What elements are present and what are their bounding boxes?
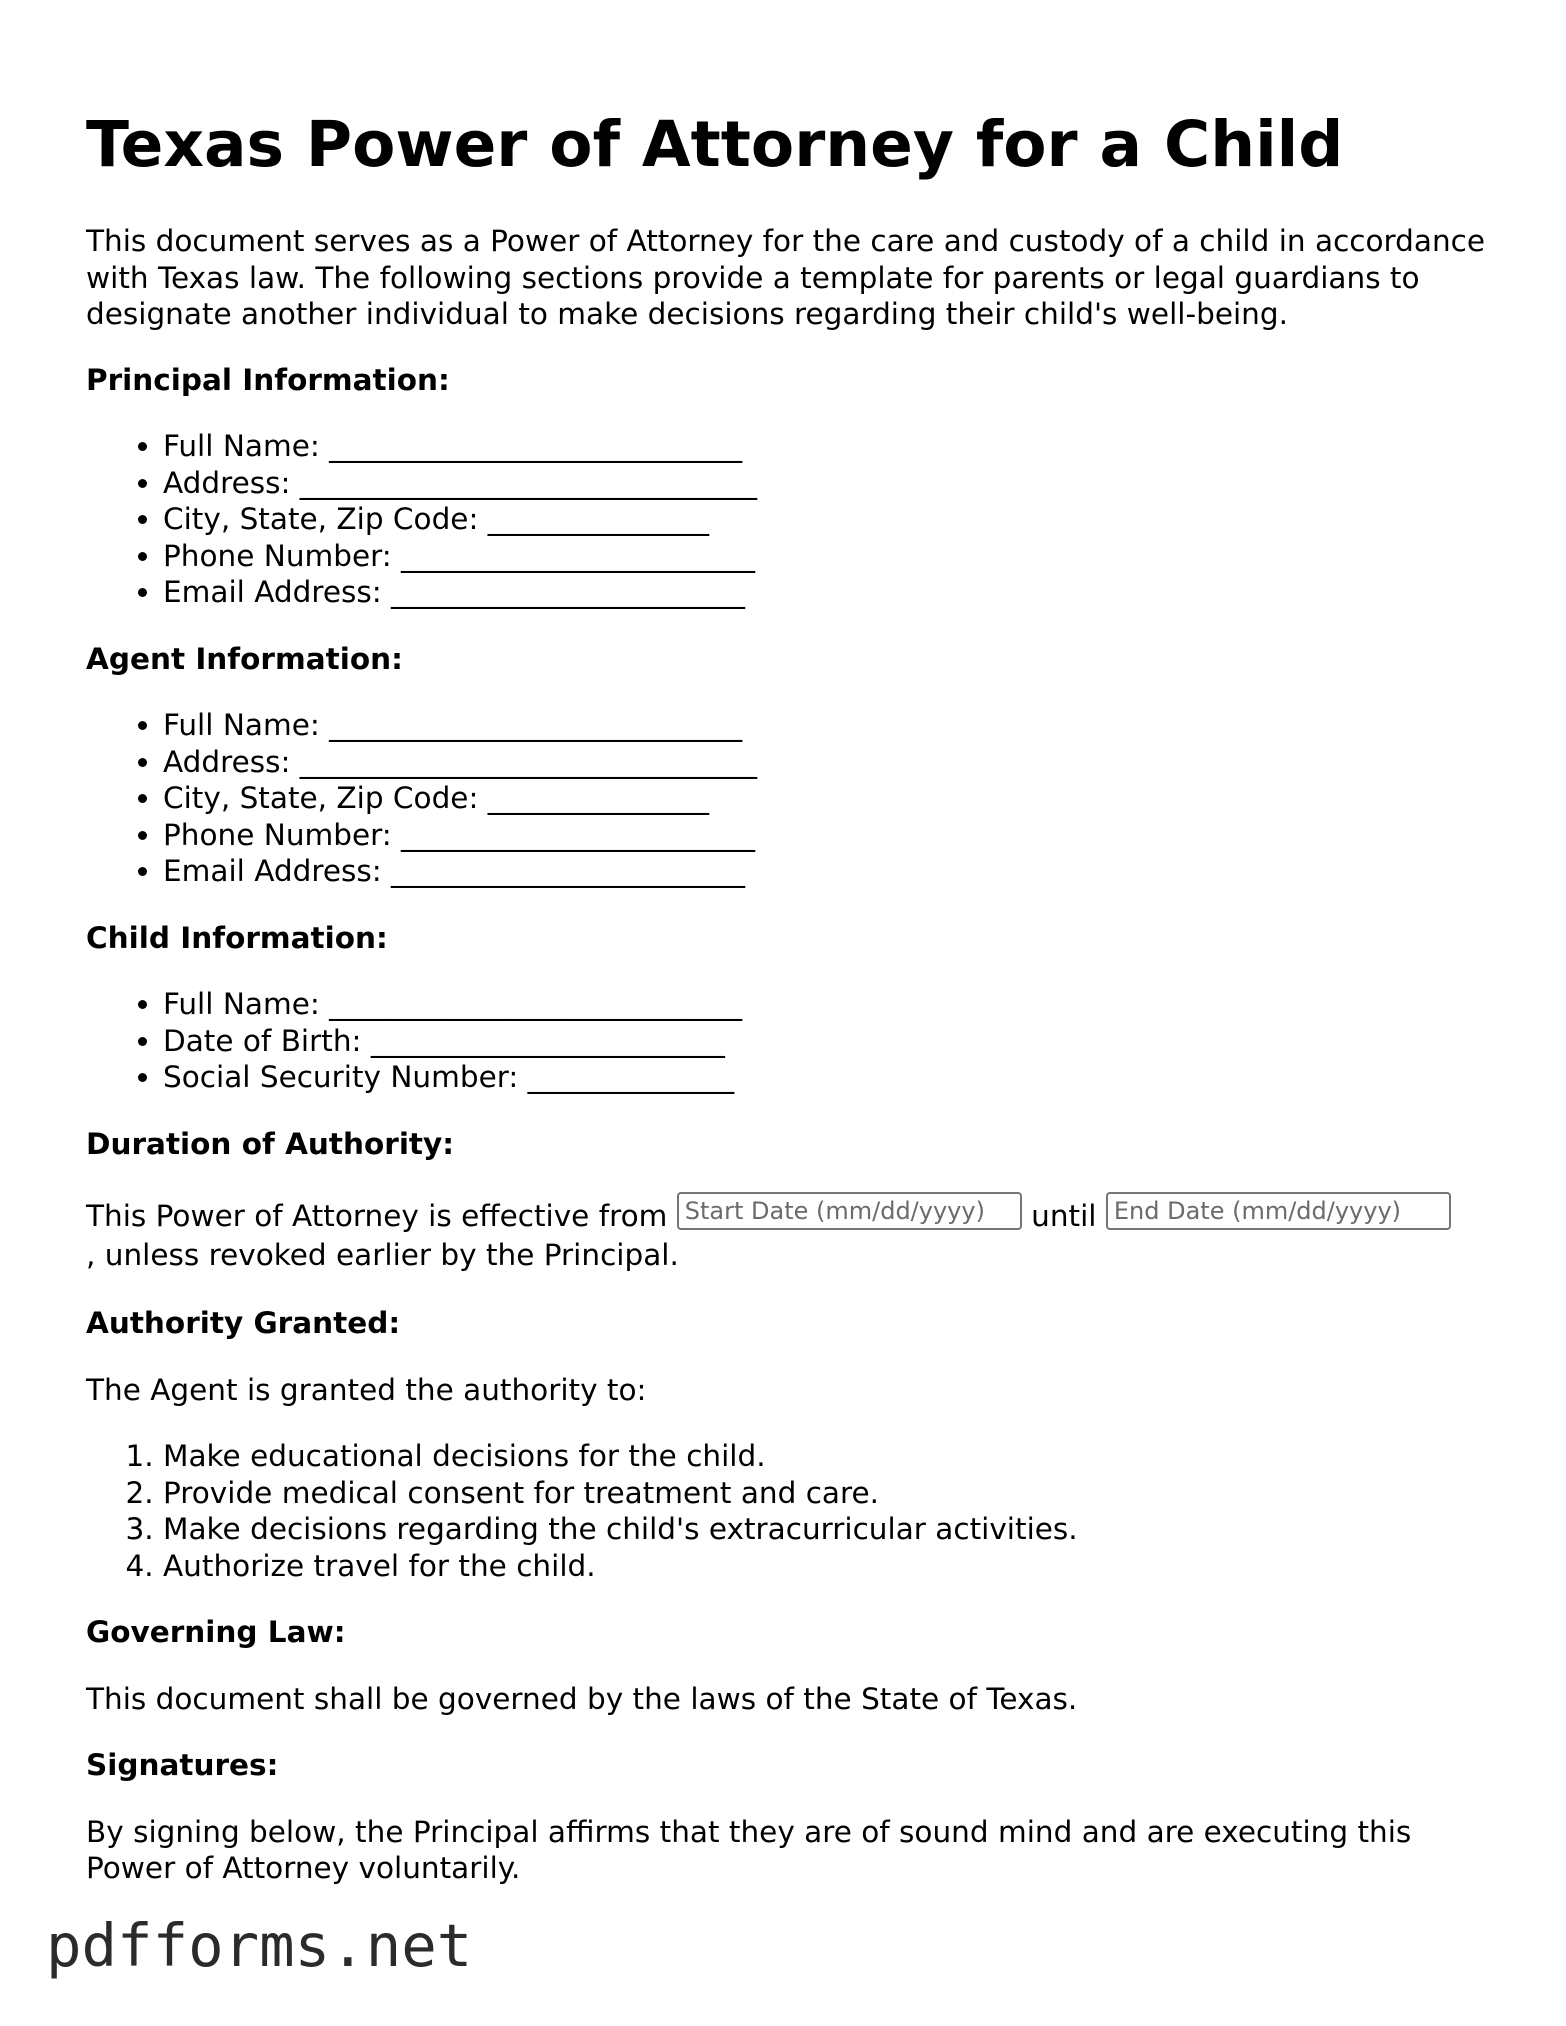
child-ssn: • Social Security Number: ______________ <box>163 1059 1506 1096</box>
child-full-name: • Full Name: ____________________________ <box>163 986 1506 1023</box>
authority-lead: The Agent is granted the authority to: <box>86 1372 647 1407</box>
agent-email: • Email Address: ________________________ <box>163 853 1506 890</box>
authority-list <box>86 1438 1506 1584</box>
duration-text-after: , unless revoked earlier by the Principal. <box>86 1238 679 1272</box>
end-date-input[interactable]: End Date (mm/dd/yyyy) <box>1106 1192 1451 1230</box>
agent-heading: Agent Information: <box>86 641 403 676</box>
authority-item-medical: 2. Provide medical consent for treatment and care. <box>163 1475 1506 1512</box>
authority-item-extracurricular: 3. Make decisions regarding the child's extracurricular activities. <box>163 1511 1506 1548</box>
document-title: Texas Power of Attorney for a Child <box>86 108 1344 181</box>
agent-address: • Address: _______________________________ <box>163 744 1506 781</box>
child-heading: Child Information: <box>86 920 388 955</box>
document-page <box>86 0 1506 1887</box>
start-date-input[interactable]: Start Date (mm/dd/yyyy) <box>677 1192 1022 1230</box>
duration-heading: Duration of Authority: <box>86 1126 455 1161</box>
agent-list <box>86 707 1506 890</box>
duration-paragraph <box>86 1192 1506 1275</box>
principal-full-name: • Full Name: ____________________________ <box>163 428 1506 465</box>
duration-text-middle: until <box>1021 1199 1106 1233</box>
law-text: This document shall be governed by the laws of the State of Texas. <box>86 1681 1078 1716</box>
authority-heading: Authority Granted: <box>86 1306 401 1340</box>
signatures-heading: Signatures: <box>86 1748 279 1782</box>
principal-list <box>86 428 1506 611</box>
principal-city-state-zip: • City, State, Zip Code: _______________ <box>163 501 1506 538</box>
law-heading: Governing Law: <box>86 1615 346 1649</box>
signatures-text: By signing below, the Principal affirms that they are of sound mind and are executing this Power of Attorney voluntarily. <box>86 1814 1412 1885</box>
duration-text-before: This Power of Attorney is effective from <box>86 1199 677 1233</box>
intro-paragraph: This document serves as a Power of Attorney for the care and custody of a child in accordance with Texas law. The following sections provide a template for parents or legal guardians to designate another individual to make decisions regarding their child's well-being. <box>86 224 1486 331</box>
agent-phone: • Phone Number: ________________________ <box>163 817 1506 854</box>
authority-item-education: 1. Make educational decisions for the child. <box>163 1438 1506 1475</box>
principal-phone: • Phone Number: ________________________ <box>163 538 1506 575</box>
child-list <box>86 986 1506 1096</box>
authority-item-travel: 4. Authorize travel for the child. <box>163 1548 1506 1585</box>
principal-address: • Address: _______________________________ <box>163 465 1506 502</box>
child-date-of-birth: • Date of Birth: ________________________ <box>163 1023 1506 1060</box>
watermark-logo: pdfforms.net <box>46 1911 473 1980</box>
principal-email: • Email Address: ________________________ <box>163 574 1506 611</box>
agent-city-state-zip: • City, State, Zip Code: _______________ <box>163 780 1506 817</box>
principal-heading: Principal Information: <box>86 362 450 397</box>
agent-full-name: • Full Name: ____________________________ <box>163 707 1506 744</box>
